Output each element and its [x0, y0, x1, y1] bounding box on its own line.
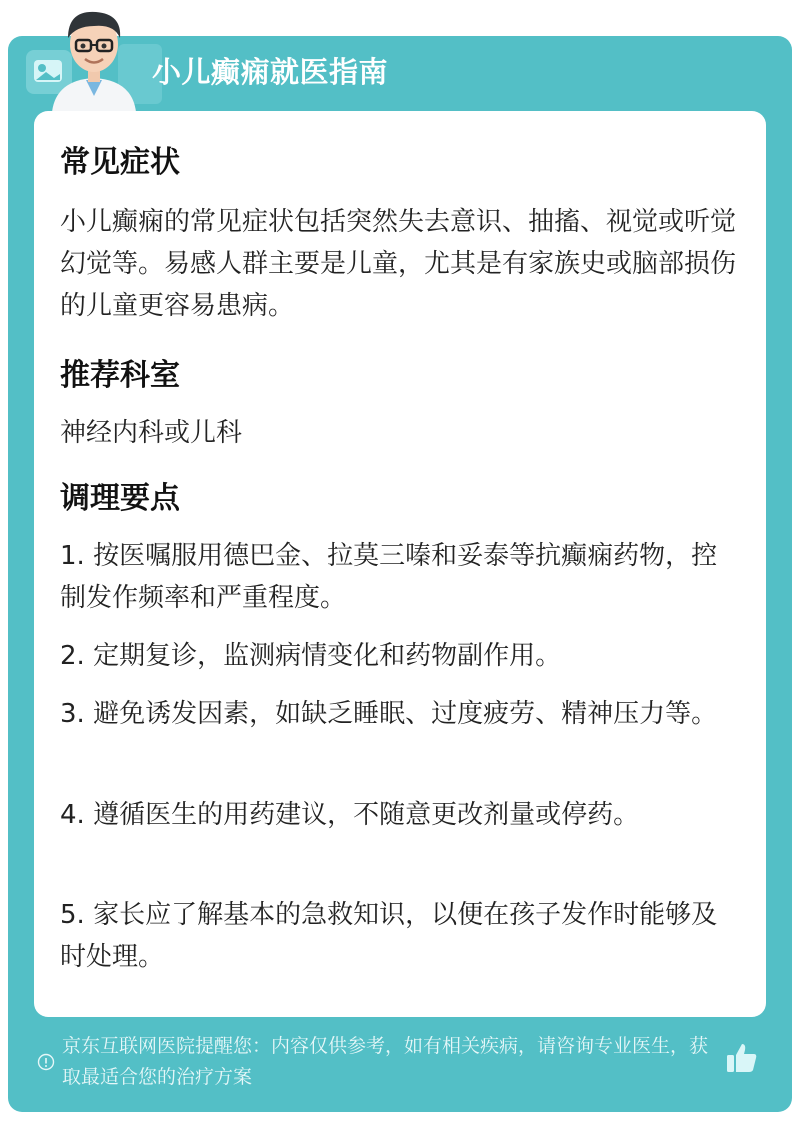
care-heading: 调理要点 [60, 481, 180, 516]
symptoms-heading: 常见症状 [60, 145, 180, 180]
content-card [34, 111, 766, 1017]
care-item-3: 3. 避免诱发因素，如缺乏睡眠、过度疲劳、精神压力等。 [60, 699, 718, 729]
doctor-avatar-icon [22, 4, 162, 112]
disclaimer-text: 京东互联网医院提醒您：内容仅供参考，如有相关疾病，请咨询专业医生，获取最适合您的治疗方案 [62, 1035, 709, 1088]
department-text: 神经内科或儿科 [60, 418, 243, 448]
care-item-5: 5. 家长应了解基本的急救知识，以便在孩子发作时能够及时处理。 [60, 900, 718, 972]
department-heading: 推荐科室 [60, 358, 180, 393]
symptoms-text: 小儿癫痫的常见症状包括突然失去意识、抽搐、视觉或听觉幻觉等。易感人群主要是儿童，尤其是有家族史或脑部损伤的儿童更容易患病。 [60, 207, 737, 321]
thumbs-up-icon[interactable] [724, 1040, 760, 1076]
care-item-4: 4. 遵循医生的用药建议，不随意更改剂量或停药。 [60, 800, 640, 830]
page-title: 小儿癫痫就医指南 [152, 55, 389, 89]
care-item-2: 2. 定期复诊，监测病情变化和药物副作用。 [60, 641, 562, 671]
care-item-1: 1. 按医嘱服用德巴金、拉莫三嗪和妥泰等抗癫痫药物，控制发作频率和严重程度。 [60, 541, 718, 613]
